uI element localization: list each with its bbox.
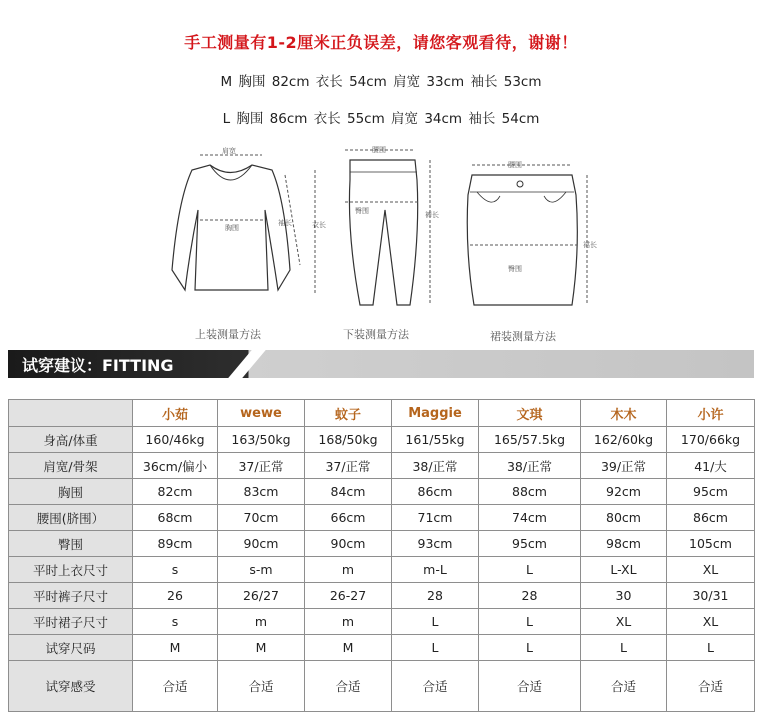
- row-label: 胸围: [9, 479, 133, 505]
- table-cell: L: [479, 557, 581, 583]
- model-name: Maggie: [392, 400, 479, 427]
- table-cell: m: [218, 609, 305, 635]
- table-cell: 70cm: [218, 505, 305, 531]
- corner-cell: [9, 400, 133, 427]
- section-title: 试穿建议：FITTING: [22, 356, 174, 375]
- top-caption: 上装测量方法: [195, 328, 261, 341]
- table-cell: 162/60kg: [581, 427, 667, 453]
- table-cell: 93cm: [392, 531, 479, 557]
- table-row: [9, 427, 755, 453]
- table-cell: 160/46kg: [133, 427, 218, 453]
- model-name: 小许: [667, 400, 755, 427]
- table-cell: 26/27: [218, 583, 305, 609]
- table-cell: 26-27: [305, 583, 392, 609]
- table-cell: 合适: [133, 661, 218, 712]
- fitting-table: [8, 399, 755, 712]
- table-cell: 82cm: [133, 479, 218, 505]
- table-cell: 39/正常: [581, 453, 667, 479]
- table-cell: 68cm: [133, 505, 218, 531]
- table-cell: 80cm: [581, 505, 667, 531]
- table-cell: s: [133, 609, 218, 635]
- header-row: [9, 400, 755, 427]
- model-name: 蚊子: [305, 400, 392, 427]
- table-row: [9, 635, 755, 661]
- skirt-length-label: 裙长: [583, 241, 597, 249]
- table-cell: s: [133, 557, 218, 583]
- row-label: 身高/体重: [9, 427, 133, 453]
- table-cell: 合适: [218, 661, 305, 712]
- table-cell: 合适: [305, 661, 392, 712]
- table-cell: m: [305, 609, 392, 635]
- row-label: 试穿感受: [9, 661, 133, 712]
- pants-waist-label: 腰围: [372, 146, 386, 154]
- skirt-caption: 裙装测量方法: [490, 330, 556, 343]
- table-cell: L: [581, 635, 667, 661]
- table-cell: 84cm: [305, 479, 392, 505]
- table-cell: 37/正常: [218, 453, 305, 479]
- table-cell: XL: [667, 609, 755, 635]
- table-cell: 合适: [392, 661, 479, 712]
- table-cell: L: [392, 609, 479, 635]
- table-cell: 37/正常: [305, 453, 392, 479]
- pants-measure-diagram: [335, 140, 455, 341]
- table-cell: 74cm: [479, 505, 581, 531]
- table-row: [9, 505, 755, 531]
- table-cell: 105cm: [667, 531, 755, 557]
- skirt-hip-label: 臀围: [508, 265, 522, 273]
- row-label: 平时裤子尺寸: [9, 583, 133, 609]
- table-cell: 95cm: [479, 531, 581, 557]
- table-cell: m-L: [392, 557, 479, 583]
- table-cell: 83cm: [218, 479, 305, 505]
- model-name: 小茹: [133, 400, 218, 427]
- size-m-spec: M 胸围 82cm 衣长 54cm 肩宽 33cm 袖长 53cm: [220, 74, 542, 90]
- table-row: [9, 583, 755, 609]
- table-cell: 86cm: [667, 505, 755, 531]
- table-cell: 163/50kg: [218, 427, 305, 453]
- table-row: [9, 609, 755, 635]
- skirt-waist-label: 腰围: [508, 161, 522, 169]
- table-cell: XL: [581, 609, 667, 635]
- model-name: 文琪: [479, 400, 581, 427]
- row-label: 平时裙子尺寸: [9, 609, 133, 635]
- table-cell: M: [133, 635, 218, 661]
- table-cell: M: [218, 635, 305, 661]
- table-cell: L: [479, 635, 581, 661]
- table-cell: XL: [667, 557, 755, 583]
- table-cell: 98cm: [581, 531, 667, 557]
- table-cell: L-XL: [581, 557, 667, 583]
- table-cell: 28: [392, 583, 479, 609]
- table-cell: 38/正常: [479, 453, 581, 479]
- table-cell: 38/正常: [392, 453, 479, 479]
- table-cell: 170/66kg: [667, 427, 755, 453]
- table-cell: 30/31: [667, 583, 755, 609]
- sleeve-label: 袖长: [278, 219, 292, 227]
- table-cell: 41/大: [667, 453, 755, 479]
- table-cell: 合适: [667, 661, 755, 712]
- model-name: wewe: [218, 400, 305, 427]
- row-label: 平时上衣尺寸: [9, 557, 133, 583]
- table-cell: m: [305, 557, 392, 583]
- size-l-spec: L 胸围 86cm 衣长 55cm 肩宽 34cm 袖长 54cm: [222, 111, 540, 127]
- row-label: 肩宽/骨架: [9, 453, 133, 479]
- row-label: 试穿尺码: [9, 635, 133, 661]
- table-cell: 30: [581, 583, 667, 609]
- pants-length-label: 裤长: [425, 211, 439, 219]
- table-row: [9, 661, 755, 712]
- length-label: 衣长: [312, 221, 326, 229]
- table-cell: 90cm: [305, 531, 392, 557]
- table-cell: 合适: [479, 661, 581, 712]
- pants-hip-label: 臀围: [355, 207, 369, 215]
- table-cell: 161/55kg: [392, 427, 479, 453]
- table-cell: 88cm: [479, 479, 581, 505]
- measurement-notice: 手工测量有1-2厘米正负误差，请您客观看待，谢谢！: [184, 33, 578, 52]
- table-cell: L: [667, 635, 755, 661]
- table-cell: L: [479, 609, 581, 635]
- table-cell: 28: [479, 583, 581, 609]
- table-cell: 165/57.5kg: [479, 427, 581, 453]
- row-label: 腰围(脐围）: [9, 505, 133, 531]
- top-measure-diagram: [150, 140, 340, 341]
- shoulder-label: 肩宽: [222, 147, 236, 155]
- table-cell: 66cm: [305, 505, 392, 531]
- model-name: 木木: [581, 400, 667, 427]
- table-cell: s-m: [218, 557, 305, 583]
- chest-label: 胸围: [225, 224, 239, 232]
- table-cell: 71cm: [392, 505, 479, 531]
- table-cell: 89cm: [133, 531, 218, 557]
- table-cell: 90cm: [218, 531, 305, 557]
- table-cell: 合适: [581, 661, 667, 712]
- table-cell: 26: [133, 583, 218, 609]
- table-cell: 86cm: [392, 479, 479, 505]
- table-cell: 168/50kg: [305, 427, 392, 453]
- table-row: [9, 479, 755, 505]
- table-row: [9, 531, 755, 557]
- table-cell: 36cm/偏小: [133, 453, 218, 479]
- row-label: 臀围: [9, 531, 133, 557]
- pants-caption: 下装测量方法: [343, 328, 409, 341]
- table-cell: 95cm: [667, 479, 755, 505]
- table-cell: M: [305, 635, 392, 661]
- table-row: [9, 453, 755, 479]
- table-cell: L: [392, 635, 479, 661]
- skirt-measure-diagram: [462, 140, 612, 343]
- table-cell: 92cm: [581, 479, 667, 505]
- table-row: [9, 557, 755, 583]
